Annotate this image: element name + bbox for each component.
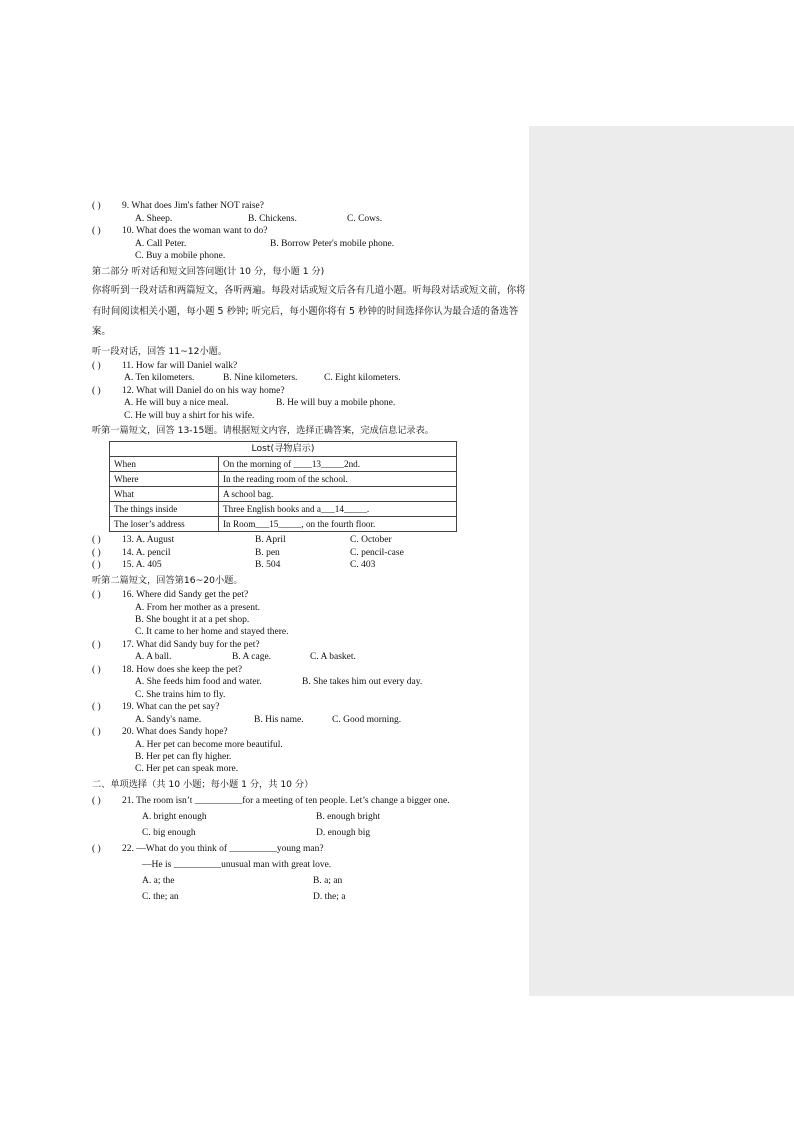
answer-blank: ( ): [92, 560, 101, 571]
options-row: [92, 372, 528, 384]
option-c: C. big enough: [142, 827, 196, 838]
answer-blank: ( ): [92, 702, 101, 713]
question-stem: 14. A. pencil: [122, 547, 171, 558]
question-16: [92, 589, 528, 602]
option-b: B. His name.: [254, 714, 304, 725]
value-text: 2nd.: [343, 459, 361, 470]
option-c: C. 403: [350, 560, 376, 571]
question-stem: 10. What does the woman want to do?: [122, 225, 268, 236]
table-value: [219, 487, 457, 502]
question-stem: 13. A. August: [122, 535, 175, 546]
question-stem: 15. A. 405: [122, 560, 162, 571]
question-reply: —He is __________unusual man with great love.: [142, 859, 332, 870]
option-b: B. Chickens.: [248, 213, 297, 224]
passage1-intro: 听第一篇短文，回答 13-15题。请根据短文内容，选择正确答案，完成信息记录表。: [92, 425, 434, 437]
option-a: A. Sheep.: [135, 213, 173, 224]
table-row: [110, 457, 457, 472]
option-a: A. Sandy's name.: [135, 714, 202, 725]
question-14: [92, 547, 528, 560]
option-d: D. the; a: [313, 891, 346, 902]
question-stem: 9. What does Jim's father NOT raise?: [122, 201, 264, 211]
question-22: [92, 841, 528, 857]
value-text: A school bag.: [223, 489, 274, 500]
value-text: Three English books and a: [223, 504, 321, 515]
question-10: [92, 225, 528, 238]
option-c: C. A basket.: [310, 652, 356, 663]
table-row: [110, 472, 457, 487]
fill-blank-14: ___14_____: [320, 504, 367, 515]
options-row: [92, 651, 528, 663]
dialogue-intro: 听一段对话，回答 11~12小题。: [92, 345, 228, 357]
answer-blank: ( ): [92, 547, 101, 558]
question-21: [92, 793, 528, 809]
option-d: D. enough big: [316, 827, 371, 838]
table-row: [110, 502, 457, 517]
option-a: A. From her mother as a present.: [135, 602, 261, 613]
multiple-choice-block: [92, 793, 528, 905]
fill-blank-13: ____13_____: [293, 459, 344, 470]
option-c: C. Her pet can speak more.: [135, 764, 239, 775]
table-key: The things inside: [110, 502, 219, 517]
option-b: B. Her pet can fly higher.: [135, 752, 232, 763]
table-value: [219, 472, 457, 487]
part2-instructions: 你将听到一段对话和两篇短文，各听两遍。每段对话或短文后各有几道小题。听每段对话或短文前，你将有时间阅读相关小题，每小题 5 秒钟; 听完后，每小题你将有 5 秒钟的时间选择你认为最合适的备选答案。: [92, 285, 526, 338]
options-row: [92, 873, 528, 889]
document-content: [92, 200, 528, 905]
options-row: [92, 602, 528, 614]
table-row: [110, 517, 457, 532]
question-11: [92, 360, 528, 373]
options-row: [92, 714, 528, 726]
options-row: [92, 238, 528, 250]
table-row: [110, 487, 457, 502]
options-row: [92, 213, 528, 225]
table-key: Where: [110, 472, 219, 487]
option-c: C. Eight kilometers.: [324, 373, 401, 384]
answer-blank: ( ): [92, 639, 101, 650]
option-c: C. She trains him to fly.: [135, 689, 226, 700]
question-20: [92, 726, 528, 739]
option-b: B. She bought it at a pet shop.: [135, 614, 250, 625]
value-text: On the morning of: [223, 459, 294, 470]
option-b: B. pen: [255, 547, 280, 558]
part2-heading: 第二部分 听对话和短文回答问题(计 10 分，每小题 1 分): [92, 266, 325, 278]
answer-blank: ( ): [92, 843, 101, 854]
answer-blank: ( ): [92, 727, 101, 738]
question-stem: 11. How far will Daniel walk?: [122, 360, 238, 371]
option-c: C. October: [350, 535, 392, 546]
options-row: [92, 689, 528, 701]
options-row: [92, 676, 528, 688]
options-row: [92, 410, 528, 422]
question-12: [92, 385, 528, 398]
option-a: A. She feeds him food and water.: [135, 677, 262, 688]
option-b: B. April: [255, 535, 286, 546]
answer-blank: ( ): [92, 535, 101, 546]
option-c: C. Cows.: [347, 213, 383, 224]
question-stem: 22. —What do you think of __________young man?: [122, 843, 324, 854]
question-stem: 19. What can the pet say?: [122, 702, 220, 713]
question-17: [92, 639, 528, 652]
option-c: C. He will buy a shirt for his wife.: [124, 410, 255, 421]
options-row: [92, 614, 528, 626]
question-9: [92, 200, 528, 213]
question-line: [92, 857, 528, 873]
option-c: C. Buy a mobile phone.: [135, 250, 226, 261]
options-row: [92, 397, 528, 409]
answer-blank: ( ): [92, 201, 101, 211]
answer-blank: ( ): [92, 225, 101, 236]
option-c: C. the; an: [142, 891, 179, 902]
value-text: .: [366, 504, 370, 515]
option-b: B. enough bright: [316, 811, 381, 822]
lost-record-table: [109, 441, 457, 532]
table-title: Lost(寻物启示): [110, 442, 457, 457]
option-b: B. A cage.: [232, 652, 272, 663]
value-text: , on the fourth floor.: [301, 519, 376, 530]
comment-pane: [529, 126, 794, 996]
table-title-row: [110, 442, 457, 457]
section2-heading: 二、单项选择（共 10 小题；每小题 1 分，共 10 分）: [92, 778, 314, 790]
options-row: [92, 751, 528, 763]
option-b: B. a; an: [313, 875, 343, 886]
options-row: [92, 763, 528, 775]
passage2-intro: 听第二篇短文，回答第16~20小题。: [92, 575, 243, 586]
question-13: [92, 534, 528, 547]
options-row: [92, 626, 528, 638]
answer-blank: ( ): [92, 385, 101, 396]
question-stem: 21. The room isn’t __________for a meeting of ten people. Let’s change a bigger one.: [122, 795, 450, 806]
option-c: C. Good morning.: [332, 714, 402, 725]
fill-blank-15: ___15_____: [255, 519, 302, 530]
options-row: [92, 825, 528, 841]
options-row: [92, 250, 528, 262]
option-a: A. Ten kilometers.: [124, 373, 195, 384]
option-b: B. He will buy a mobile phone.: [276, 398, 396, 409]
option-a: A. A ball.: [135, 652, 172, 663]
question-stem: 17. What did Sandy buy for the pet?: [122, 639, 260, 650]
question-stem: 16. Where did Sandy get the pet?: [122, 590, 249, 600]
option-b: B. Nine kilometers.: [223, 373, 298, 384]
option-b: B. She takes him out every day.: [302, 677, 423, 688]
question-15: [92, 559, 528, 572]
table-key: The loser’s address: [110, 517, 219, 532]
options-row: [92, 739, 528, 751]
table-value: [219, 502, 457, 517]
answer-blank: ( ): [92, 590, 101, 600]
option-c: C. pencil-case: [350, 547, 404, 558]
option-a: A. He will buy a nice meal.: [124, 398, 229, 409]
value-text: In Room: [223, 519, 256, 530]
answer-blank: ( ): [92, 664, 101, 675]
option-a: A. Call Peter.: [135, 238, 187, 249]
table-value: [219, 517, 457, 532]
option-c: C. It came to her home and stayed there.: [135, 627, 289, 638]
question-19: [92, 701, 528, 714]
option-b: B. Borrow Peter's mobile phone.: [270, 238, 395, 249]
options-row: [92, 809, 528, 825]
option-b: B. 504: [255, 560, 281, 571]
answer-blank: ( ): [92, 360, 101, 371]
table-key: What: [110, 487, 219, 502]
option-a: A. a; the: [142, 875, 175, 886]
answer-blank: ( ): [92, 795, 101, 806]
table-value: [219, 457, 457, 472]
value-text: In the reading room of the school.: [223, 474, 348, 485]
question-18: [92, 664, 528, 677]
question-stem: 18. How does she keep the pet?: [122, 664, 243, 675]
question-stem: 20. What does Sandy hope?: [122, 727, 228, 738]
table-key: When: [110, 457, 219, 472]
question-stem: 12. What will Daniel do on his way home?: [122, 385, 285, 396]
option-a: A. Her pet can become more beautiful.: [135, 739, 283, 750]
options-row: [92, 889, 528, 905]
option-a: A. bright enough: [142, 811, 207, 822]
